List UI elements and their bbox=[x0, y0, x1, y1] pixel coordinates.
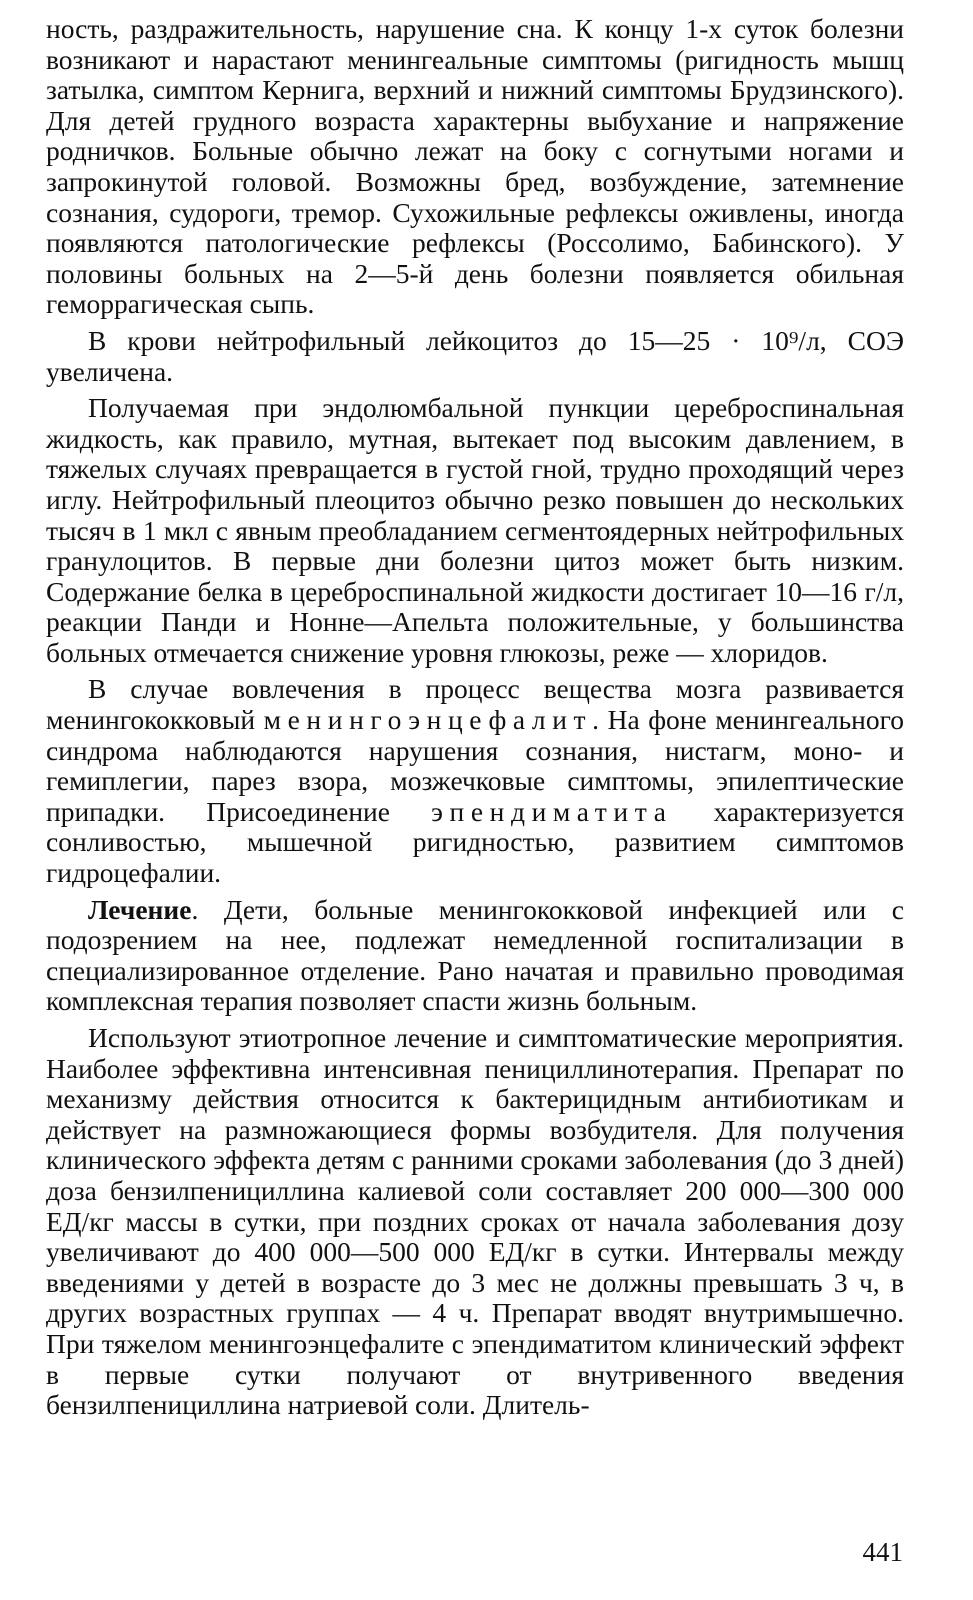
term-meningoencephalitis: менингоэнцефалит bbox=[263, 704, 593, 736]
paragraph-treatment bbox=[46, 895, 904, 1017]
paragraph-therapy: Используют этиотропное лечение и симптоматические мероприятия. Наиболее эффективна интенсивная пенициллинотерапия. Препарат по механизму действия относится к бактерицидным антибиотикам и действует на размножающиеся формы возбудителя. Для получения клинического эффекта детям с ранними сроками заболевания (до 3 дней) доза бензилпенициллина калиевой соли составляет 200 000—300 000 ЕД/кг массы в сутки, при поздних сроках от начала заболевания дозу увеличивают до 400 000—500 000 ЕД/кг в сутки. Интервалы между введениями у детей в возрасте до 3 мес не должны превышать 3 ч, в других возрастных группах — 4 ч. Препарат вводят внутримышечно. При тяжелом менингоэнцефалите с эпендиматитом клинический эффект в первые сутки получают от внутривенного введения бензилпенициллина натриевой соли. Длитель- bbox=[46, 1022, 904, 1421]
treatment-text: . Дети, больные менингококковой инфекцией или с подозрением на нее, подлежат немедленной госпитализации в специализированное отделение. Рано начатая и правильно проводимая комплексная терапия позволяет спасти жизнь больным. bbox=[46, 893, 904, 1017]
paragraph-meningoencephalitis-part2: . На фоне менингеального синдрома наблюдаются нарушения сознания, нистагм, моно- и гемиплегии, парез взора, мозжечковые симптомы, эпилептические припадки. Присоединение bbox=[46, 704, 904, 827]
paragraph-csf: Получаемая при эндолюмбальной пункции цереброспинальная жидкость, как правило, мутная, вытекает под высоким давлением, в тяжелых случаях превращается в густой гной, трудно проходящий через иглу. Нейтрофильный плеоцитоз обычно резко повышен до нескольких тысяч в 1 мкл с явным преобладанием сегментоядерных нейтрофильных гранулоцитов. В первые дни болезни цитоз может быть низким. Содержание белка в цереброспинальной жидкости достигает 10—16 г/л, реакции Панди и Нонне—Апельта положительные, у большинства больных отмечается снижение уровня глюкозы, реже — хлоридов. bbox=[46, 392, 904, 668]
paragraph-blood: В крови нейтрофильный лейкоцитоз до 15—25 · 10⁹/л, СОЭ увеличена. bbox=[46, 324, 904, 387]
paragraph-meningoencephalitis-part3: характеризуется сонливостью, мышечной ригидностью, развитием симптомов гидроцефалии. bbox=[46, 795, 904, 889]
paragraph-meningoencephalitis-part1: В случае вовлечения в процесс вещества мозга развивается менингококковый bbox=[46, 673, 904, 736]
page-number: 441 bbox=[862, 1537, 903, 1567]
page-body bbox=[46, 14, 904, 1421]
paragraph-meningoencephalitis bbox=[46, 674, 904, 888]
paragraph-symptoms: ность, раздражительность, нарушение сна. К концу 1-х суток болезни возникают и нарастают менингеальные симптомы (ригидность мышц затылка, симптом Кернига, верхний и нижний симптомы Брудзинского). Для детей грудного возраста характерны выбухание и напряжение родничков. Больные обычно лежат на боку с согнутыми ногами и запрокинутой головой. Возможны бред, возбуждение, затемнение сознания, судороги, тремор. Сухожильные рефлексы оживлены, иногда появляются патологические рефлексы (Россолимо, Бабинского). У половины больных на 2—5-й день болезни появляется обильная геморрагическая сыпь. bbox=[46, 13, 904, 320]
treatment-heading: Лечение bbox=[88, 893, 192, 925]
term-ependymatitis: эпендиматита bbox=[431, 795, 673, 827]
